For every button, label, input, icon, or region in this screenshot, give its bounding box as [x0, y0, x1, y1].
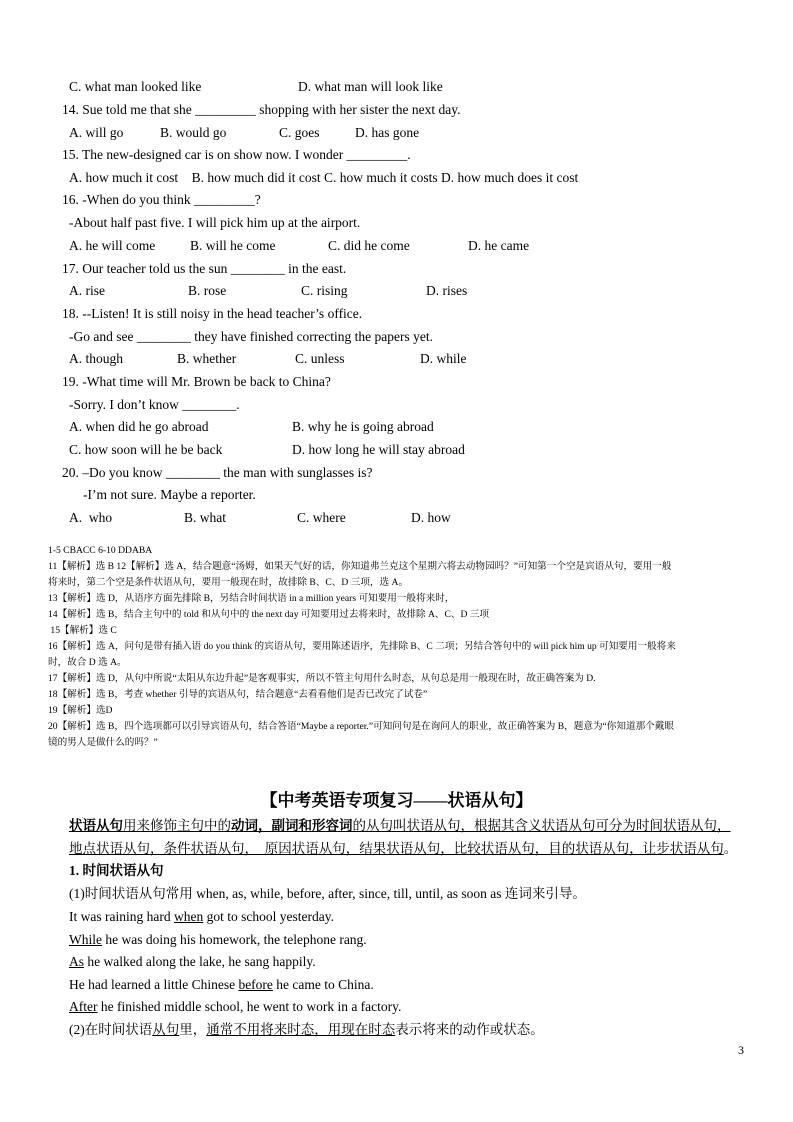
- q16-option-b: B. will he come: [190, 238, 276, 253]
- q17-stem: 17. Our teacher told us the sun ________ in the east.: [62, 261, 347, 276]
- review-intro-line2: [69, 840, 737, 858]
- page-number: 3: [738, 1043, 744, 1057]
- example-5-b: he finished middle school, he went to work in a factory.: [97, 999, 402, 1014]
- intro-term: 状语从句: [69, 818, 123, 833]
- q13-option-d: D. what man will look like: [298, 79, 443, 94]
- q16-reply: -About half past five. I will pick him up at the airport.: [69, 215, 361, 230]
- answer-18: 18【解析】选 B，考查 whether 引导的宾语从句，结合题意“去看看他们是否已改完了试卷”: [48, 689, 428, 700]
- q14-option-d: D. has gone: [355, 125, 420, 140]
- q20-option-b: B. what: [184, 510, 226, 525]
- intro-end: 。: [723, 841, 738, 856]
- answer-16-line2: 时，故合 D 选 A。: [48, 657, 127, 668]
- q17-option-b: B. rose: [188, 283, 227, 298]
- example-3-conj: As: [69, 954, 85, 969]
- intro-text-b: 动词，副词和形容词: [231, 818, 353, 833]
- q19-option-a: A. when did he go abroad: [69, 419, 209, 434]
- rule-2-b: 里，: [179, 1022, 207, 1037]
- answer-13: 13【解析】选 D，从语序方面先排除 B，另结合时间状语 in a million years 可知要用一般将来时，: [48, 593, 455, 604]
- q17-option-c: C. rising: [301, 283, 348, 298]
- example-4-a: He had learned a little Chinese: [69, 977, 239, 992]
- answer-20-line2: 镜的男人是做什么的吗？”: [48, 737, 158, 748]
- example-5-conj: After: [69, 999, 98, 1014]
- q19-reply: -Sorry. I don’t know ________.: [69, 397, 240, 412]
- rule-2-u1: 从句: [152, 1022, 180, 1037]
- q18-reply: -Go and see ________ they have finished correcting the papers yet.: [69, 329, 434, 344]
- q20-reply: -I’m not sure. Maybe a reporter.: [83, 487, 256, 502]
- answer-15: 15【解析】选 C: [48, 625, 117, 636]
- q15-options: A. how much it cost B. how much did it cost C. how much it costs D. how much does it cost: [69, 170, 579, 185]
- example-2: [69, 931, 367, 949]
- review-intro-line1: [69, 817, 731, 835]
- q16-stem: 16. -When do you think _________?: [62, 192, 261, 207]
- answer-11-line1: 11【解析】选 B 12【解析】选 A，结合题意“汤姆，如果天气好的话，你知道弗兰克这个星期六将去动物园吗？”可知第一个空是宾语从句，要用一般: [48, 561, 672, 572]
- q18-option-c: C. unless: [295, 351, 345, 366]
- answer-19: 19【解析】选D: [48, 705, 113, 716]
- answer-16-line1: 16【解析】选 A，问句是带有插入语 do you think 的宾语从句，要用陈述语序，先排除 B、C 二项；另结合答句中的 will pick him up 可知要用一般将来: [48, 641, 676, 652]
- example-1-conj: when: [173, 909, 204, 924]
- example-3: [69, 953, 316, 971]
- q19-option-c: C. how soon will he be back: [69, 442, 223, 457]
- q20-option-a: A. who: [69, 510, 113, 525]
- example-5: [69, 998, 401, 1016]
- q19-option-b: B. why he is going abroad: [292, 419, 434, 434]
- q15-stem: 15. The new-designed car is on show now. I wonder _________.: [62, 147, 411, 162]
- intro-text-a: 用来修饰主句中的: [123, 818, 231, 833]
- answer-20-line1: 20【解析】选 B，四个选项都可以引导宾语从句，结合答语“Maybe a reporter.”可知问句是在询问人的职业，故正确答案为 B，题意为“你知道那个戴眼: [48, 721, 674, 732]
- q13-option-c: C. what man looked like: [69, 79, 202, 94]
- intro-text-c: 的从句叫状语从句，根据其含义状语从句可分为时间状语从句，: [352, 818, 731, 833]
- example-2-conj: While: [69, 932, 102, 947]
- example-4-conj: before: [238, 977, 273, 992]
- example-2-b: he was doing his homework, the telephone rang.: [102, 932, 367, 947]
- rule-2: [69, 1021, 544, 1039]
- q19-option-d: D. how long he will stay abroad: [292, 442, 465, 457]
- example-1-a: It was raining hard: [69, 909, 174, 924]
- q18-option-b: B. whether: [177, 351, 237, 366]
- q19-stem: 19. -What time will Mr. Brown be back to China?: [62, 374, 331, 389]
- q20-option-d: D. how: [411, 510, 451, 525]
- q18-option-a: A. though: [69, 351, 123, 366]
- q20-stem: 20. –Do you know ________ the man with sunglasses is?: [62, 465, 373, 480]
- answer-14: 14【解析】选 B，结合主句中的 told 和从句中的 the next day 可知要用过去将来时，故排除 A、C、D 三项: [48, 609, 490, 620]
- q16-option-a: A. he will come: [69, 238, 156, 253]
- q18-option-d: D. while: [420, 351, 467, 366]
- q16-option-c: C. did he come: [328, 238, 410, 253]
- rule-1: (1)时间状语从句常用 when, as, while, before, after, since, till, until, as soon as 连词来引导。: [69, 886, 586, 901]
- q14-option-c: C. goes: [279, 125, 320, 140]
- q18-stem: 18. --Listen! It is still noisy in the head teacher’s office.: [62, 306, 363, 321]
- q16-option-d: D. he came: [468, 238, 530, 253]
- intro-clause-types: 地点状语从句，条件状语从句， 原因状语从句，结果状语从句，比较状语从句，目的状语从句，让步状语从句: [69, 841, 724, 856]
- example-3-b: he walked along the lake, he sang happily.: [84, 954, 316, 969]
- answer-11-line2: 将来时，第二个空是条件状语从句，要用一般现在时，故排除 B、C、D 三项，选 A。: [48, 577, 409, 588]
- q14-option-a: A. will go: [69, 125, 124, 140]
- q17-option-a: A. rise: [69, 283, 105, 298]
- answer-17: 17【解析】选 D，从句中所说“太阳从东边升起”是客观事实，所以不管主句用什么时态，从句总是用一般现在时，故正确答案为 D.: [48, 673, 596, 684]
- example-4-b: he came to China.: [272, 977, 374, 992]
- rule-2-a: (2)在时间状语: [69, 1022, 153, 1037]
- q20-option-c: C. where: [297, 510, 346, 525]
- example-1-b: got to school yesterday.: [203, 909, 334, 924]
- q14-option-b: B. would go: [160, 125, 227, 140]
- q17-option-d: D. rises: [426, 283, 468, 298]
- section-1-heading: 1. 时间状语从句: [69, 863, 164, 878]
- q14-stem: 14. Sue told me that she _________ shopping with her sister the next day.: [62, 102, 461, 117]
- example-4: [69, 976, 374, 994]
- rule-2-u2: 通常不用将来时态，用现在时态: [206, 1022, 396, 1037]
- rule-2-c: 表示将来的动作或状态。: [395, 1022, 544, 1037]
- answer-key: 1-5 CBACC 6-10 DDABA: [48, 545, 153, 556]
- review-title: 【中考英语专项复习——状语从句】: [260, 791, 533, 810]
- example-1: [69, 908, 334, 926]
